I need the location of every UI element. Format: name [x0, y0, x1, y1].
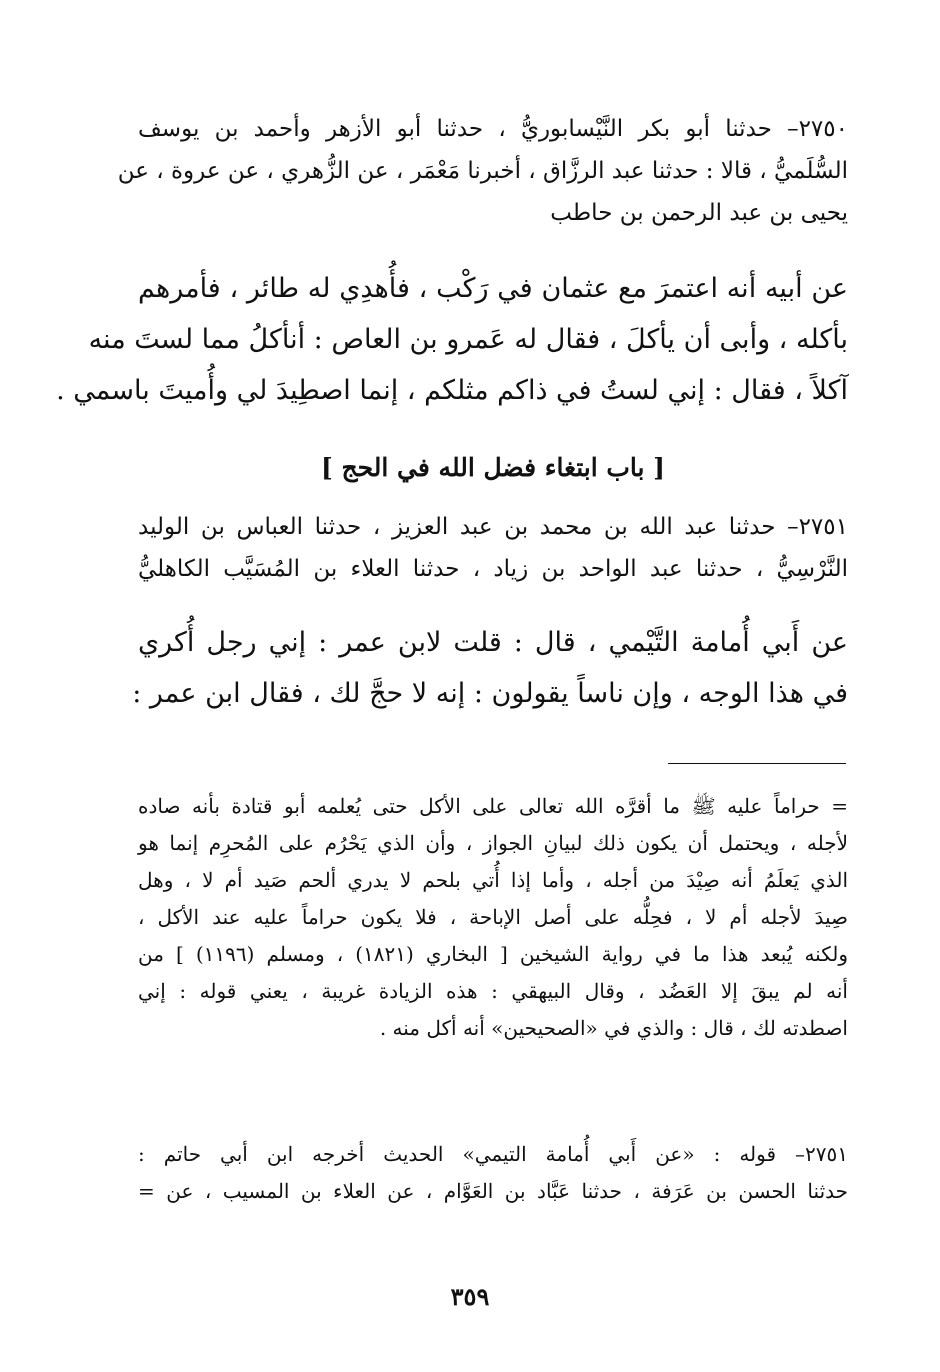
page-number: ٣٥٩ [450, 1282, 490, 1311]
text-line: بأكله ، وأبى أن يأكلَ ، فقال له عَمرو بن العاص : أنأكلُ مما لستَ منه [88, 324, 848, 355]
text-line: السُّلَميُّ ، قالا : حدثنا عبد الرزَّاق ، أخبرنا مَعْمَر ، عن الزُّهري ، عن عروة ، عن [117, 158, 848, 184]
text-line: = حراماً عليه ﷺ ما أقرَّه الله تعالى على الأكل حتى يُعلمه أبو قتادة بأنه صاده [138, 794, 848, 818]
text-line: اصطدته لك ، قال : والذي في «الصحيحين» أنه أكل منه . [379, 1016, 848, 1040]
hadith-2750-matn [56, 263, 848, 416]
text-line: عن أَبي أُمامة التَّيْمي ، قال : قلت لابن عمر : إني رجل أُكري [138, 627, 848, 658]
chapter-heading: [ باب ابتغاء فضل الله في الحج ] [320, 453, 665, 482]
text-line: ولكنه يُبعد هذا ما في رواية الشيخين [ البخاري (١٨٢١) ، ومسلم (١١٩٦) ] من [138, 942, 848, 966]
hadith-2750-isnad [117, 108, 848, 234]
text-line: آكلاً ، فقال : إني لستُ في ذاكم مثلكم ، إنما اصطِيدَ لي وأُميتَ باسمي . [56, 375, 848, 406]
text-line: النَّرْسِيُّ ، حدثنا عبد الواحد بن زياد ، حدثنا العلاء بن المُسَيَّب الكاهليُّ [138, 556, 848, 582]
text-line: أنه لم يبقَ إلا العَضُد ، وقال البيهقي : هذه الزيادة غريبة ، يعني قوله : إني [138, 979, 848, 1003]
text-line: لأجله ، ويحتمل أن يكون ذلك لبيانِ الجواز ، وأن الذي يَحْرُم على المُحرِم إنما هو [138, 831, 848, 855]
hadith-2751-isnad [138, 506, 848, 590]
text-line: في هذا الوجه ، وإن ناساً يقولون : إنه لا حجَّ لك ، فقال ابن عمر : [132, 678, 848, 709]
hadith-2751-matn [132, 617, 848, 719]
text-line: صِيدَ لأجله أم لا ، فحِلُّه على أصل الإباحة ، فلا يكون حراماً عليه عند الأكل ، [138, 905, 848, 929]
footnote-divider [668, 763, 846, 764]
text-line: ٢٧٥٠– حدثنا أبو بكر النَّيْسابوريُّ ، حدثنا أبو الأزهر وأحمد بن يوسف [138, 116, 848, 142]
text-line: حدثنا الحسن بن عَرَفة ، حدثنا عَبَّاد بن العَوَّام ، عن العلاء بن المسيب ، عن = [138, 1179, 848, 1203]
text-line: ٢٧٥١– قوله : «عن أَبي أُمامة التيمي» الحديث أخرجه ابن أبي حاتم : [138, 1142, 848, 1166]
footnote-2751 [138, 1136, 848, 1210]
text-line: الذي يَعلَمُ أنه صِيْدَ من أجله ، وأما إذا أُتي بلحم لا يدري ألحم صَيد أم لا ، وهل [138, 868, 848, 892]
footnote-continuation [138, 788, 848, 1047]
text-line: عن أبيه أنه اعتمرَ مع عثمان في رَكْب ، فأُهدِي له طائر ، فأمرهم [138, 273, 848, 304]
text-line: ٢٧٥١– حدثنا عبد الله بن محمد بن عبد العزيز ، حدثنا العباس بن الوليد [138, 514, 848, 540]
text-line: يحيى بن عبد الرحمن بن حاطب [550, 200, 848, 226]
